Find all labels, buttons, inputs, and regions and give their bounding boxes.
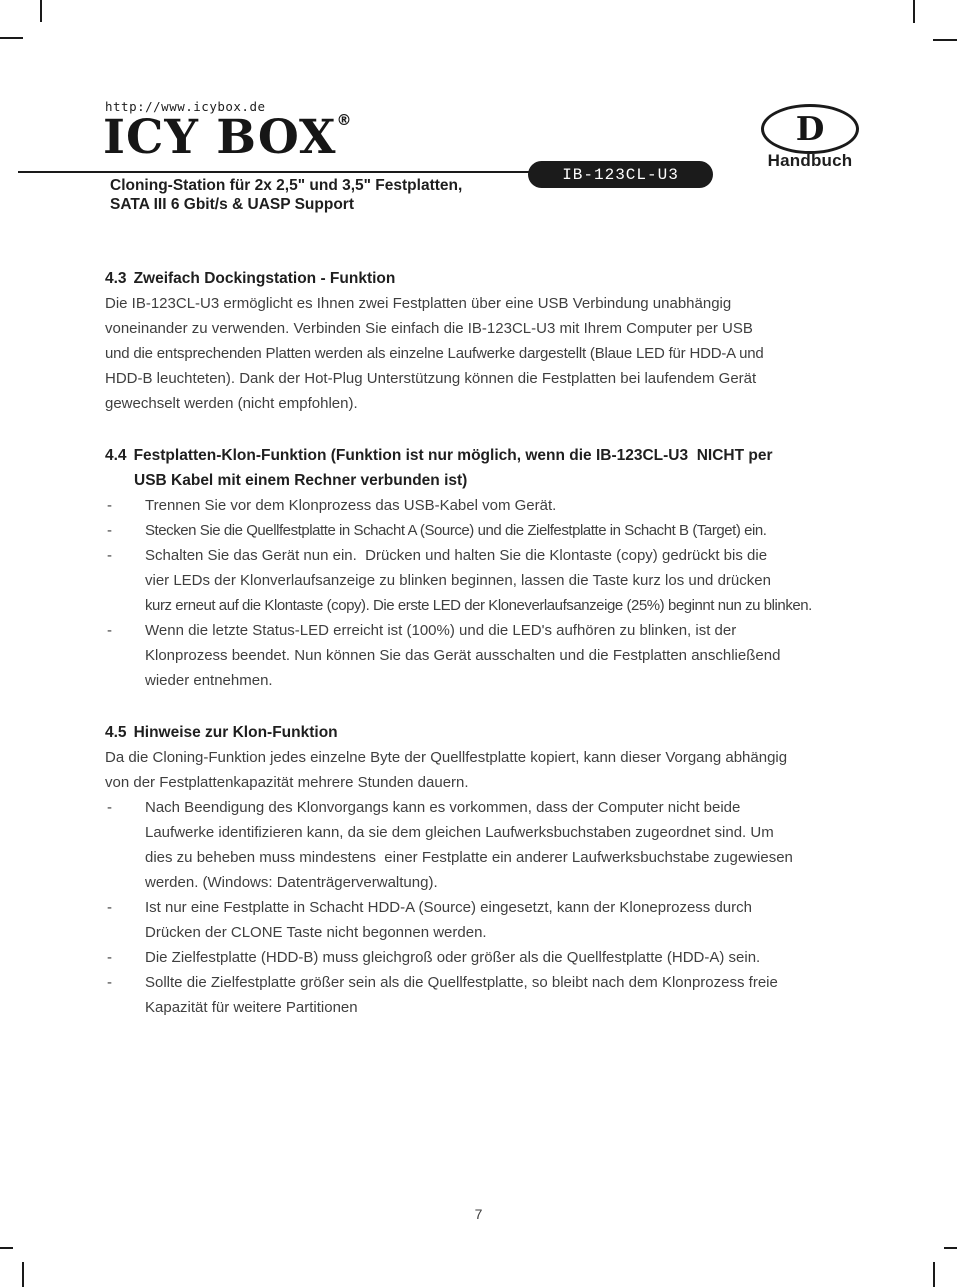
icybox-logo: [103, 110, 352, 165]
bullet-line: Laufwerke identifizieren kann, da sie dem gleichen Laufwerksbuchstaben zugeordnet sind. Um: [145, 824, 774, 841]
bullet-item: [105, 795, 905, 895]
paragraph-line: Die IB-123CL-U3 ermöglicht es Ihnen zwei Festplatten über eine USB Verbindung unabhängig: [105, 295, 732, 312]
bullet-item: [105, 543, 905, 618]
bullet-line: Ist nur eine Festplatte in Schacht HDD-A (Source) eingesetzt, kann der Kloneprozess durch: [145, 899, 752, 916]
section-heading: [105, 720, 905, 745]
section-gap: [105, 416, 905, 443]
paragraph-line: HDD-B leuchteten). Dank der Hot-Plug Unterstützung können die Festplatten bei laufendem Gerät: [105, 370, 757, 387]
section-4-3: [105, 266, 905, 416]
bullet-item: [105, 618, 905, 693]
heading-number: 4.5: [105, 724, 127, 741]
bullet-line: dies zu beheben muss mindestens einer Festplatte ein anderer Laufwerksbuchstabe zugewiesen: [145, 849, 793, 866]
crop-mark-top-right-vertical: [913, 0, 915, 23]
crop-mark-bottom-left-horizontal: [0, 1247, 13, 1249]
crop-mark-bottom-right-vertical: [933, 1262, 935, 1287]
section-4-4: [105, 443, 905, 693]
bullet-line: werden. (Windows: Datenträgerverwaltung).: [145, 874, 438, 891]
bullet-marker: -: [107, 622, 112, 639]
bullet-item: [105, 493, 905, 518]
bullet-line: Trennen Sie vor dem Klonprozess das USB-Kabel vom Gerät.: [145, 497, 557, 514]
bullet-marker: -: [107, 799, 112, 816]
crop-mark-top-left-vertical: [40, 0, 42, 22]
bullet-list: [105, 795, 905, 1020]
header-divider-rule: [18, 171, 538, 173]
paragraph-line: von der Festplattenkapazität mehrere Stunden dauern.: [105, 774, 469, 791]
crop-mark-top-right-horizontal: [933, 39, 957, 41]
bullet-line: Nach Beendigung des Klonvorgangs kann es vorkommen, dass der Computer nicht beide: [145, 799, 741, 816]
bullet-item: [105, 895, 905, 945]
heading-title: Zweifach Dockingstation - Funktion: [133, 270, 396, 287]
bullet-marker: -: [107, 899, 112, 916]
bullet-line: kurz erneut auf die Klontaste (copy). Die erste LED der Kloneverlaufsanzeige (25%) beginnt nun zu blinken.: [145, 597, 812, 614]
product-subtitle: [110, 176, 462, 214]
bullet-marker: -: [107, 949, 112, 966]
crop-mark-top-left-horizontal: [0, 37, 23, 39]
website-url: http://www.icybox.de: [105, 99, 266, 114]
brand-name: ICY BOX: [103, 110, 337, 165]
page-number: 7: [474, 1206, 483, 1222]
bullet-line: Kapazität für weitere Partitionen: [145, 999, 358, 1016]
bullet-item: [105, 518, 905, 543]
bullet-line: Stecken Sie die Quellfestplatte in Schacht A (Source) und die Zielfestplatte in Schacht B (Target) ein.: [145, 522, 767, 539]
section-heading: [105, 266, 905, 291]
section-4-5: [105, 720, 905, 1020]
bullet-line: Wenn die letzte Status-LED erreicht ist (100%) und die LED's aufhören zu blinken, ist der: [145, 622, 737, 639]
bullet-line: Klonprozess beendet. Nun können Sie das Gerät ausschalten und die Festplatten anschließend: [145, 647, 781, 664]
bullet-line: wieder entnehmen.: [145, 672, 273, 689]
bullet-line: Drücken der CLONE Taste nicht begonnen werden.: [145, 924, 487, 941]
bullet-list: [105, 493, 905, 693]
section-gap: [105, 693, 905, 720]
heading-number: 4.4: [105, 447, 127, 464]
bullet-marker: -: [107, 974, 112, 991]
bullet-line: Schalten Sie das Gerät nun ein. Drücken und halten Sie die Klontaste (copy) gedrückt bis die: [145, 547, 768, 564]
paragraph-line: voneinander zu verwenden. Verbinden Sie einfach die IB-123CL-U3 mit Ihrem Computer per USB: [105, 320, 753, 337]
manual-content: [105, 266, 905, 1020]
paragraph-line: gewechselt werden (nicht empfohlen).: [105, 395, 358, 412]
crop-mark-bottom-right-horizontal: [944, 1247, 957, 1249]
bullet-line: Sollte die Zielfestplatte größer sein als die Quellfestplatte, so bleibt nach dem Klonprozess freie: [145, 974, 778, 991]
heading-title-line-2: USB Kabel mit einem Rechner verbunden ist): [134, 472, 468, 489]
bullet-line: vier LEDs der Klonverlaufsanzeige zu blinken beginnen, lassen die Taste kurz los und drücken: [145, 572, 771, 589]
heading-number: 4.3: [105, 270, 127, 287]
heading-title: Hinweise zur Klon-Funktion: [133, 724, 338, 741]
section-heading: [105, 443, 905, 468]
bullet-marker: -: [107, 522, 112, 539]
subtitle-line-1: Cloning-Station für 2x 2,5" und 3,5" Festplatten,: [110, 177, 463, 194]
language-label: Handbuch: [767, 151, 853, 170]
subtitle-line-2: SATA III 6 Gbit/s & UASP Support: [110, 196, 354, 213]
paragraph-line: und die entsprechenden Platten werden als einzelne Laufwerke dargestellt (Blaue LED für HDD-A und: [105, 345, 764, 362]
bullet-item: [105, 970, 905, 1020]
paragraph-line: Da die Cloning-Funktion jedes einzelne Byte der Quellfestplatte kopiert, kann dieser Vorgang abhängig: [105, 749, 788, 766]
model-number-badge: IB-123CL-U3: [528, 161, 713, 188]
language-letter: D: [795, 108, 825, 148]
bullet-marker: -: [107, 497, 112, 514]
bullet-line: Die Zielfestplatte (HDD-B) muss gleichgroß oder größer als die Quellfestplatte (HDD-A) sein.: [145, 949, 761, 966]
bullet-item: [105, 945, 905, 970]
bullet-marker: -: [107, 547, 112, 564]
language-oval-badge: [761, 104, 859, 154]
crop-mark-bottom-left-vertical: [22, 1262, 24, 1287]
heading-title-line-1: Festplatten-Klon-Funktion (Funktion ist nur möglich, wenn die IB-123CL-U3 NICHT per: [133, 447, 773, 464]
registered-trademark-mark: ®: [336, 111, 352, 129]
